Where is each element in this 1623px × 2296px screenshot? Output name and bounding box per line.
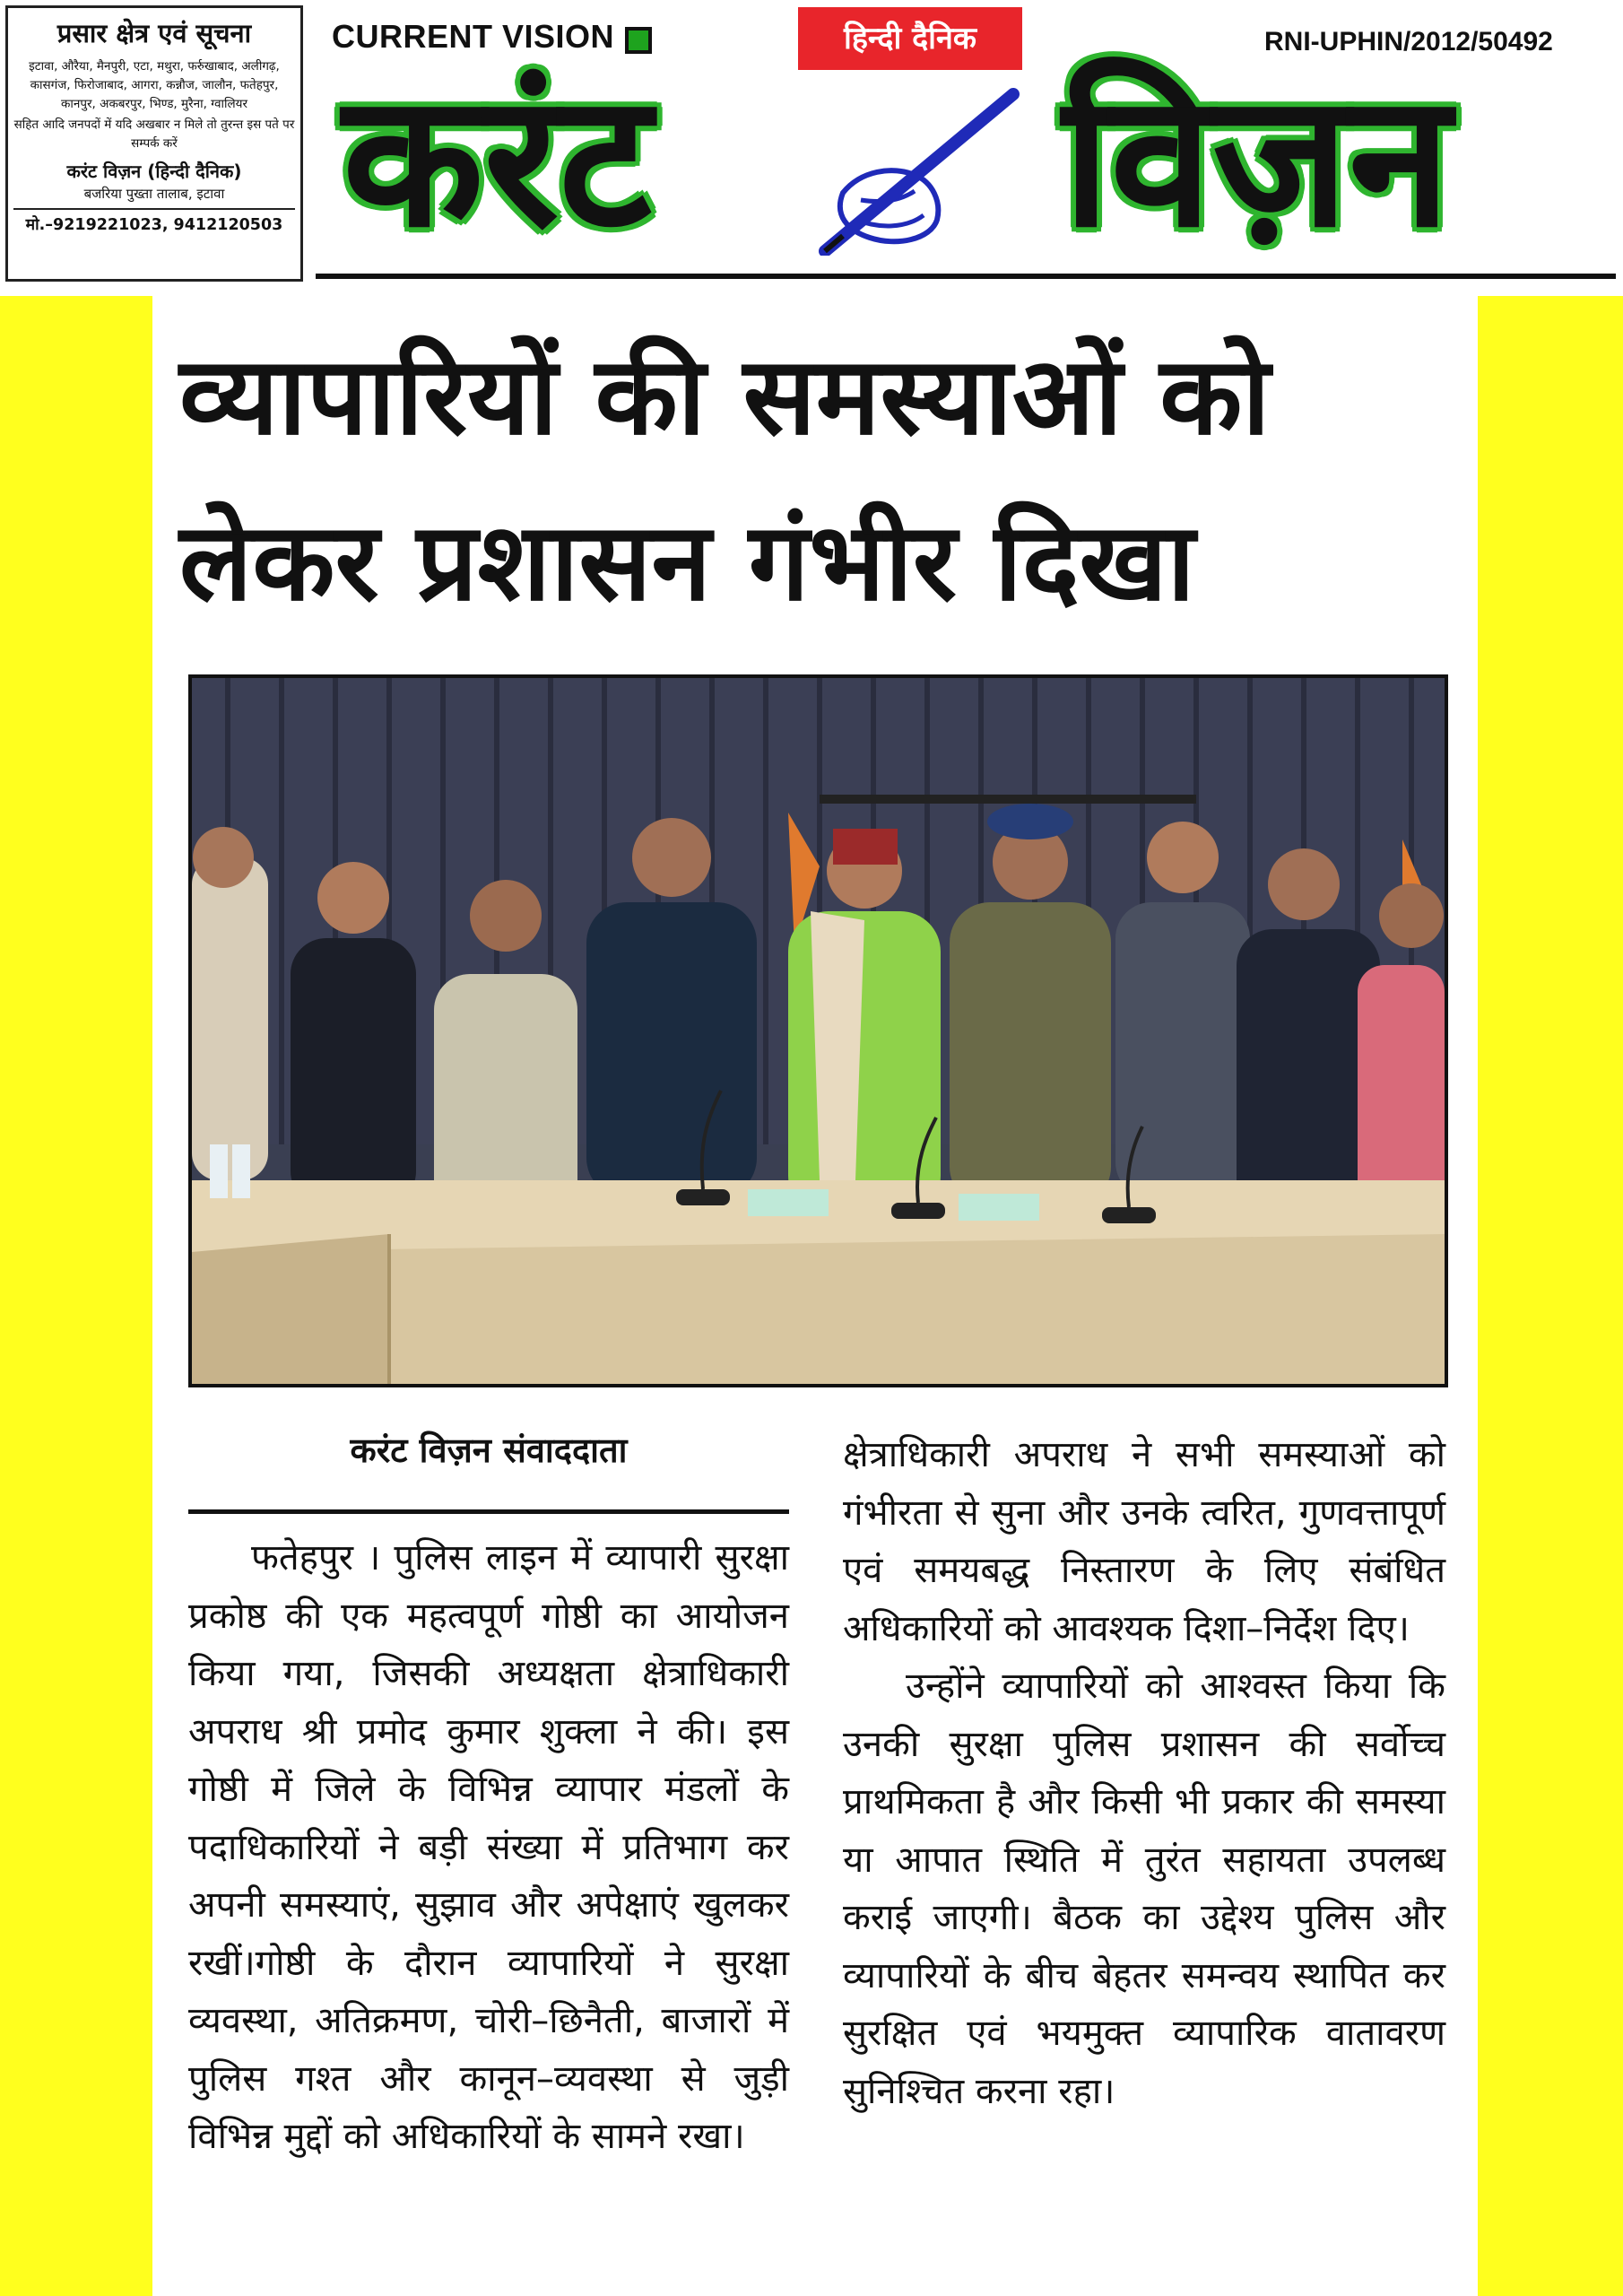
right-yellow-margin [1478, 296, 1623, 2296]
article-paragraph: फतेहपुर । पुलिस लाइन में व्यापारी सुरक्षा प्रकोष्ठ की एक महत्वपूर्ण गोष्ठी का आयोजन किया गया, जिसकी अध्यक्षता क्षेत्राधिकारी अपराध श्री प्रमोद कुमार शुक्ला ने की। इस गोष्ठी में जिले के विभिन्न व्यापार मंडलों के पदाधिकारियों ने बड़ी संख्या में प्रतिभाग कर अपनी समस्याएं, सुझाव और अपेक्षाएं खुलकर रखीं।गोष्ठी के दौरान व्यापारियों ने सुरक्षा व्यवस्था, अतिक्रमण, चोरी–छिनैती, बाजारों में पुलिस गश्त और कानून–व्यवस्था से जुड़ी विभिन्न मुद्दों को अधिकारियों के सामने रखा। [188, 1537, 789, 2157]
masthead-title-right: विज़न [1063, 55, 1451, 268]
article-column-2 [843, 1426, 1445, 2120]
article-byline: करंट विज़न संवाददाता [350, 1430, 628, 1470]
article-column-1 [188, 1529, 789, 2166]
pen-hand-logo-icon [807, 85, 1031, 256]
left-yellow-margin [0, 296, 152, 2296]
info-box-mobile: मो.–9219221023, 9412120503 [13, 208, 295, 235]
circulation-cities: इटावा, औरैया, मैनपुरी, एटा, मथुरा, फर्रुखाबाद, अलीगढ़, कासगंज, फिरोजाबाद, आगरा, कन्नौज, जालौन, फतेहपुर, कानपुर, अकबरपुर, भिण्ड, मुरैना, ग्वालियर [29, 59, 280, 111]
article-headline: व्यापारियों की समस्याओं को लेकर प्रशासन गंभीर दिखा [179, 335, 1271, 625]
masthead [0, 0, 1623, 296]
masthead-title-left: करंट [343, 55, 652, 268]
circulation-info-box [5, 5, 303, 282]
info-box-title: प्रसार क्षेत्र एवं सूचना [56, 18, 252, 48]
brand-square-icon [625, 27, 652, 54]
masthead-divider [316, 274, 1616, 279]
circulation-note: सहित आदि जनपदों में यदि अखबार न मिले तो तुरन्त इस पते पर सम्पर्क करें [13, 117, 295, 151]
brand-name-english: CURRENT VISION [332, 18, 615, 55]
meeting-photo-illustration [192, 678, 1445, 1384]
info-box-paper-name: करंट विज़न (हिन्दी दैनिक) [66, 161, 242, 182]
rni-number: RNI-UPHIN/2012/50492 [1264, 27, 1553, 57]
hindi-daily-tag: हिन्दी दैनिक [798, 7, 1022, 70]
article-paragraph: क्षेत्राधिकारी अपराध ने सभी समस्याओं को गंभीरता से सुना और उनके त्वरित, गुणवत्तापूर्ण एवं समयबद्ध निस्तारण के लिए संबंधित अधिकारियों को आवश्यक दिशा–निर्देश दिए। [843, 1434, 1445, 1649]
meeting-photo [188, 674, 1448, 1387]
byline-divider [188, 1509, 789, 1514]
info-box-address: बजरिया पुख्ता तालाब, इटावा [83, 186, 225, 202]
article-paragraph: उन्होंने व्यापारियों को आश्वस्त किया कि उनकी सुरक्षा पुलिस प्रशासन की सर्वोच्च प्राथमिकता है और किसी भी प्रकार की समस्या या आपात स्थिति में तुरंत सहायता उपलब्ध कराई जाएगी। बैठक का उद्देश्य पुलिस और व्यापारियों के बीच बेहतर समन्वय स्थापित कर सुरक्षित एवं भयमुक्त व्यापारिक वातावरण सुनिश्चित करना रहा। [843, 1665, 1445, 2112]
